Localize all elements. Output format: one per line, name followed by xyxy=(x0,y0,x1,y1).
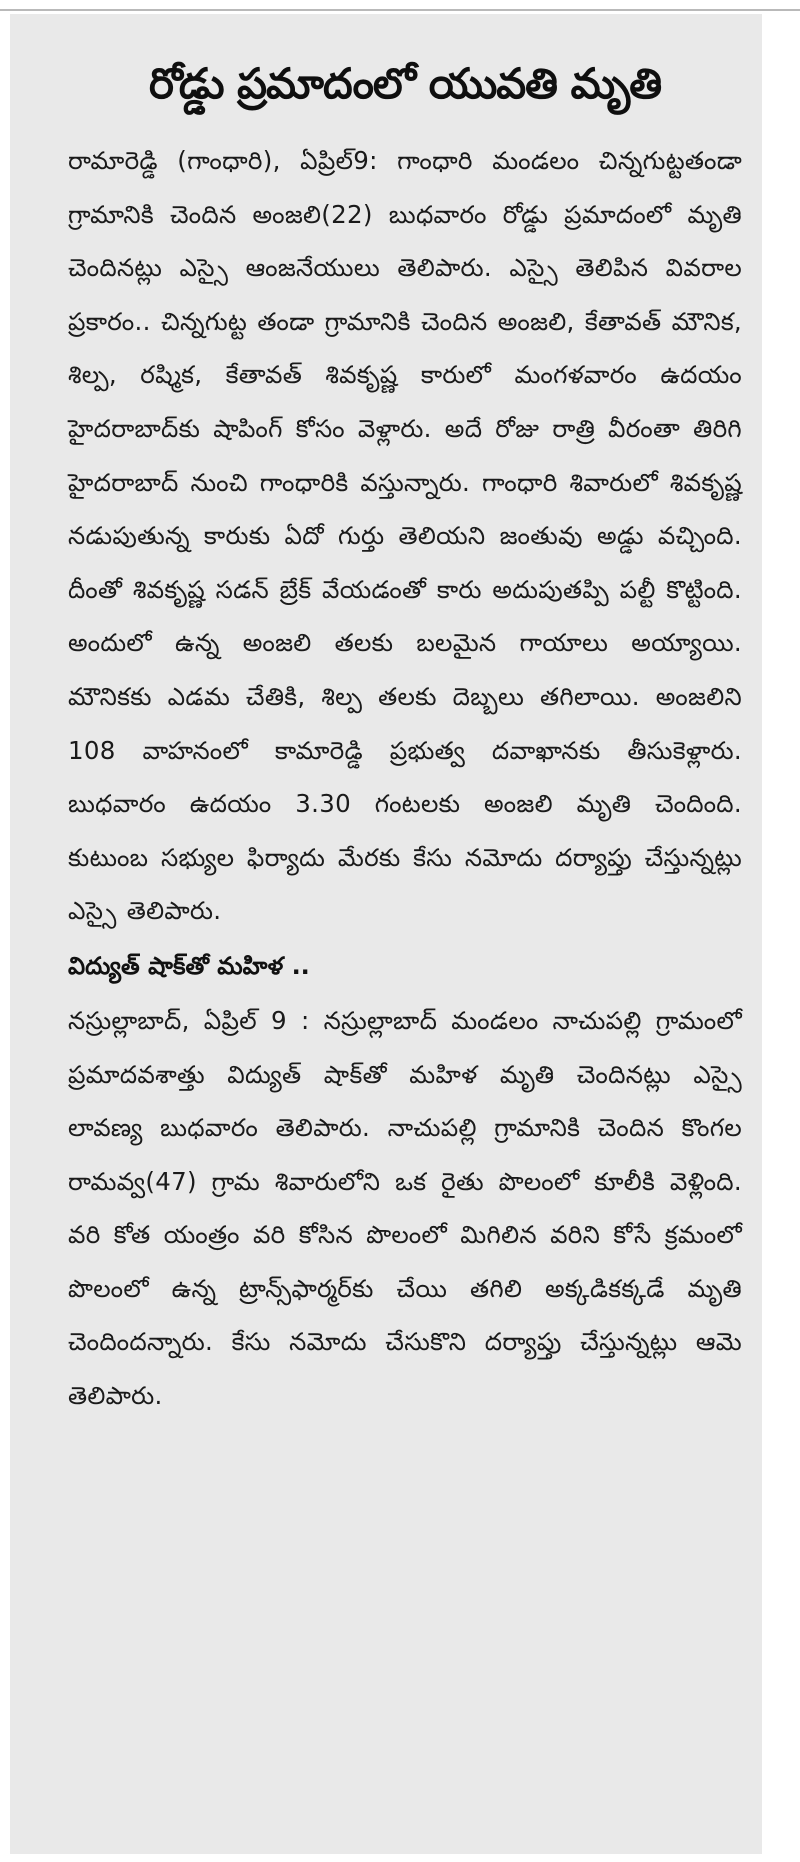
second-item-subhead: విద్యుత్ షాక్‌తో మహిళ .. xyxy=(68,951,310,980)
newspaper-clipping xyxy=(10,14,762,1854)
page-margin xyxy=(762,14,800,1854)
top-divider xyxy=(0,0,800,11)
article-headline: రోడ్డు ప్రమాదంలో యువతి మృతి xyxy=(148,59,662,108)
second-item-body: నస్రుల్లాబాద్, ఏప్రిల్ 9 : నస్రుల్లాబాద్ మండలం నాచుపల్లి గ్రామంలో ప్రమాదవశాత్తు విద్యుత్ షాక్‌తో మహిళ మృతి చెందినట్లు ఎస్సై లావణ్య బుధవారం తెలిపారు. నాచుపల్లి గ్రామానికి చెందిన కొంగల రామవ్వ(47) గ్రామ శివారులోని ఒక రైతు పొలంలో కూలీకి వెళ్లింది. వరి కోత యంత్రం వరి కోసిన పొలంలో మిగిలిన వరిని కోసే క్రమంలో పొలంలో ఉన్న ట్రాన్స్‌ఫార్మర్‌కు చేయి తగిలి అక్కడికక్కడే మృతి చెందిందన్నారు. కేసు నమోదు చేసుకొని దర్యాప్తు చేస్తున్నట్లు ఆమె తెలిపారు. xyxy=(68,1005,742,1411)
article-body: రామారెడ్డి (గాంధారి), ఏప్రిల్9: గాంధారి మండలం చిన్నగుట్టతండా గ్రామానికి చెందిన అంజలి(22) బుధవారం రోడ్డు ప్రమాదంలో మృతి చెందినట్లు ఎస్సై ఆంజనేయులు తెలిపారు. ఎస్సై తెలిపిన వివరాల ప్రకారం.. చిన్నగుట్ట తండా గ్రామానికి చెందిన అంజలి, కేతావత్ మౌనిక, శిల్ప, రష్మిక, కేతావత్ శివకృష్ణ కారులో మంగళవారం ఉదయం హైదరాబాద్‌కు షాపింగ్ కోసం వెళ్లారు. అదే రోజు రాత్రి వీరంతా తిరిగి హైదరాబాద్ నుంచి గాంధారికి వస్తున్నారు. గాంధారి శివారులో శివకృష్ణ నడుపుతున్న కారుకు ఏదో గుర్తు తెలియని జంతువు అడ్డు వచ్చింది. దీంతో శివకృష్ణ సడన్ బ్రేక్ వేయడంతో కారు అదుపుతప్పి పల్టీ కొట్టింది. అందులో ఉన్న అంజలి తలకు బలమైన గాయాలు అయ్యాయి. మౌనికకు ఎడమ చేతికి, శిల్ప తలకు దెబ్బలు తగిలాయి. అంజలిని 108 వాహనంలో కామారెడ్డి ప్రభుత్వ దవాఖానకు తీసుకెళ్లారు. బుధవారం ఉదయం 3.30 గంటలకు అంజలి మృతి చెందింది. కుటుంబ సభ్యుల ఫిర్యాదు మేరకు కేసు నమోదు దర్యాప్తు చేస్తున్నట్లు ఎస్సై తెలిపారు. xyxy=(68,146,742,926)
